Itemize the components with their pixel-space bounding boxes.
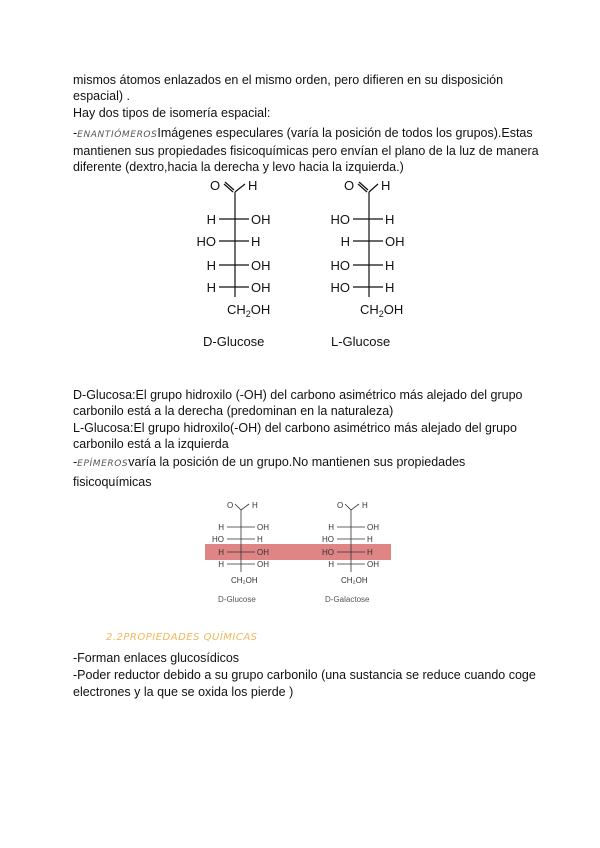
- epimeros-prefix: -: [73, 455, 78, 469]
- gal-row3-right: H: [367, 548, 373, 557]
- epimeros-text-1: varía la posición de un grupo.No mantienen sus propiedades: [128, 455, 466, 469]
- enantiomeros-line-3: diferente (dextro,hacia la derecha y levo hacia la izquierda.): [73, 160, 404, 174]
- enantiomeros-prefix: -: [73, 126, 78, 140]
- carbonyl-o: O: [210, 178, 221, 193]
- gal-row1-right: OH: [367, 523, 379, 532]
- d-row2-left: HO: [196, 234, 216, 249]
- d-row3-right: OH: [257, 548, 269, 557]
- d-row2-left: HO: [212, 535, 224, 544]
- d-row1-left: H: [206, 212, 216, 227]
- fischer-l-glucose: [331, 178, 405, 349]
- carbonyl-h: H: [362, 501, 368, 510]
- d-galactose-caption-small: D-Galactose: [325, 595, 370, 604]
- carbonyl-h: H: [248, 178, 258, 193]
- d-row3-left: H: [218, 548, 224, 557]
- epimeros-label: EPÍMEROS: [77, 459, 129, 469]
- l-row2-right: OH: [385, 234, 405, 249]
- gal-row1-left: H: [328, 523, 334, 532]
- carbonyl-o: O: [344, 178, 355, 193]
- property-item-1: -Forman enlaces glucosídicos: [73, 651, 240, 665]
- gal-row4-left: H: [328, 560, 334, 569]
- carbonyl-o: O: [227, 501, 234, 510]
- fischer-d-glucose-small: [212, 501, 269, 604]
- l-glucose-caption: L-Glucose: [331, 334, 391, 349]
- d-row4-right: OH: [257, 560, 269, 569]
- enantiomeros-label: ENANTIÓMEROS: [77, 130, 158, 140]
- l-glucosa-line-1: L-Glucosa:El grupo hidroxilo(-OH) del carbono asimétrico más alejado del grupo: [73, 421, 517, 435]
- d-row4-left: H: [206, 280, 216, 295]
- l-row2-left: H: [340, 234, 350, 249]
- l-glucosa-line-2: carbonilo está a la izquierda: [73, 437, 229, 451]
- d-row4-left: H: [218, 560, 224, 569]
- l-bottom-group: $CH_2OH$: [360, 302, 404, 319]
- carbonyl-h: H: [252, 501, 258, 510]
- carbonyl-o: O: [337, 501, 344, 510]
- l-row4-left: HO: [330, 280, 350, 295]
- d-row2-right: H: [257, 535, 263, 544]
- d-row2-right: H: [251, 234, 261, 249]
- intro-line-3: Hay dos tipos de isomería espacial:: [73, 106, 271, 120]
- d-bottom-group: CH₂OH: [231, 576, 258, 585]
- d-row1-right: OH: [257, 523, 269, 532]
- gal-bottom-group: CH₂OH: [341, 576, 368, 585]
- l-row1-left: HO: [330, 212, 350, 227]
- d-row1-left: H: [218, 523, 224, 532]
- fischer-figure-glucose: [185, 172, 415, 354]
- d-glucosa-line-2: carbonilo está a la derecha (predominan en la naturaleza): [73, 404, 394, 418]
- gal-row3-left: HO: [322, 548, 334, 557]
- epimeros-line-2: fisicoquímicas: [73, 475, 152, 489]
- intro-line-1: mismos átomos enlazados en el mismo orden, pero difieren en su disposición: [73, 73, 504, 87]
- d-row3-left: H: [206, 258, 216, 273]
- property-item-3: electrones y la que se oxida los pierde ): [73, 685, 294, 699]
- l-row3-right: H: [385, 258, 395, 273]
- d-row4-right: OH: [251, 280, 271, 295]
- d-row3-right: OH: [251, 258, 271, 273]
- d-bottom-group: $CH_2OH$: [227, 302, 271, 319]
- enantiomeros-text-1: Imágenes especulares (varía la posición de todos los grupos).Estas: [157, 126, 533, 140]
- gal-row4-right: OH: [367, 560, 379, 569]
- fischer-figure-epimers: [205, 496, 395, 606]
- property-item-2: -Poder reductor debido a su grupo carbonilo (una sustancia se reduce cuando coge: [73, 668, 536, 682]
- enantiomeros-line-1: [73, 125, 533, 143]
- epimeros-line-1: [73, 454, 465, 472]
- l-row4-right: H: [385, 280, 395, 295]
- section-heading: 2.2PROPIEDADES QUÍMICAS: [106, 632, 258, 643]
- l-row3-left: HO: [330, 258, 350, 273]
- d-glucose-caption: D-Glucose: [203, 334, 265, 349]
- gal-row2-left: HO: [322, 535, 334, 544]
- d-row1-right: OH: [251, 212, 271, 227]
- l-row1-right: H: [385, 212, 395, 227]
- gal-row2-right: H: [367, 535, 373, 544]
- carbonyl-h: H: [381, 178, 391, 193]
- d-glucose-caption-small: D-Glucose: [218, 595, 256, 604]
- enantiomeros-line-2: mantienen sus propiedades fisicoquímicas pero envían el plano de la luz de manera: [73, 144, 539, 158]
- intro-line-2: espacial) .: [73, 89, 130, 103]
- fischer-d-galactose-small: [322, 501, 379, 604]
- fischer-d-glucose: [197, 178, 271, 349]
- d-glucosa-line-1: D-Glucosa:El grupo hidroxilo (-OH) del carbono asimétrico más alejado del grupo: [73, 388, 523, 402]
